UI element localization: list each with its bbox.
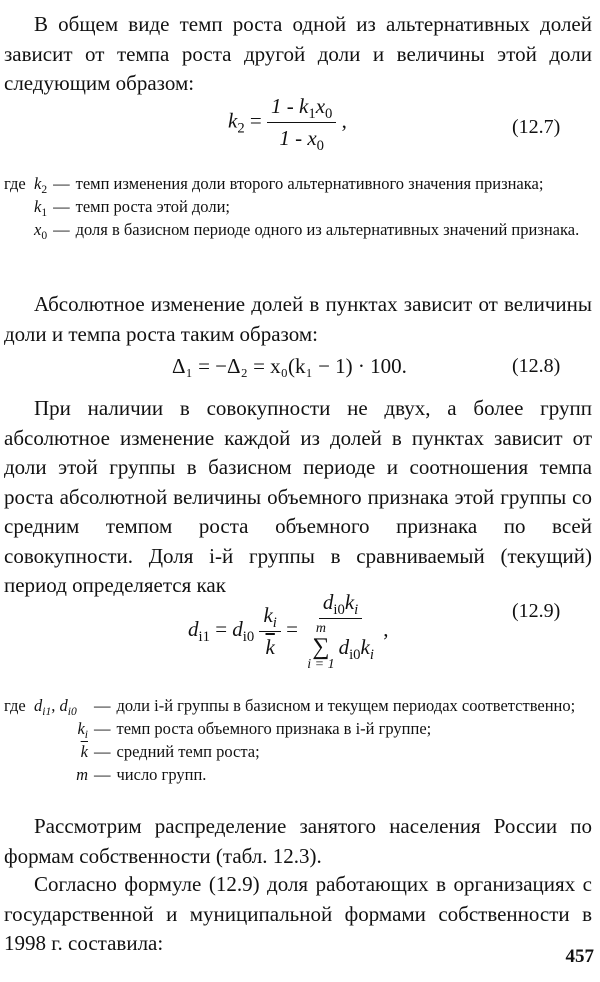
equation-number-12-8: (12.8): [512, 355, 561, 377]
definition-ki: $k_i$ — темп роста объемного признака в i-й группе;: [77, 719, 432, 742]
definition-k1: $k_1$ — темп роста этой доли;: [34, 197, 230, 220]
summation-sign: m ∑ i = 1: [307, 621, 335, 672]
definition-k2: где $k_2$ — темп изменения доли второго альтернативного значения признака;: [4, 174, 544, 197]
equation-12-9: $d_{i1} = d_{i0}$ $\frac{k_i}{k}$ = $d_{i0}k_i$ m ∑ i = 1 $d_{i0}k_i$ ,: [188, 590, 389, 672]
equation-12-7: $k_2$ = $\frac{1 - k_1x_0}{1 - x_0}$ ,: [228, 94, 347, 155]
definition-x0: $x_0$ — доля в базисном периоде одного из альтернативных значений признака.: [34, 220, 580, 243]
definition-kbar: $\overline{k}$ — средний темп роста;: [80, 742, 260, 761]
definition-m: m — число групп.: [76, 765, 207, 784]
equation-number-12-7: (12.7): [512, 116, 561, 138]
definitions-2: [4, 694, 594, 786]
definitions-1: [4, 172, 594, 241]
definition-d: где $d_{i1}$, $d_{i0}$ — доли i-й группы в базисном и текущем периодах соответственно;: [4, 696, 576, 719]
paragraph-1: В общем виде темп роста одной из альтернативных долей зависит от темпа роста другой доли и величины этой доли следующим образом:: [4, 12, 592, 95]
paragraph-2: Абсолютное изменение долей в пунктах зависит от величины доли и темпа роста таким образом:: [4, 292, 592, 346]
paragraph-4: Рассмотрим распределение занятого населения России по формам собственности (табл. 12.3).: [4, 814, 592, 868]
share-fraction: $d_{i0}k_i$ m ∑ i = 1 $d_{i0}k_i$: [307, 590, 374, 672]
rate-fraction: $\frac{k_i}{k}$: [259, 603, 280, 660]
paragraph-5: Согласно формуле (12.9) доля работающих в организациях с государственной и муниципальной формами собственности в 1998 г. составила:: [4, 872, 592, 955]
paragraph-3: При наличии в совокупности не двух, а более групп абсолютное изменение каждой из долей в пунктах зависит от доли этой группы в базисном периоде и соотношения темпа роста абсолютной величины объемного признака этой группы со средним темпом роста объемного признака по всей совокупности. Доля i-й группы в сравниваемый (текущий) период определяется как: [4, 396, 592, 597]
equation-number-12-9: (12.9): [512, 600, 561, 622]
equation-12-8: Δ₁ = −Δ₂ = x₀(k₁ − 1) · 100.: [172, 354, 407, 378]
page-number: 457: [565, 946, 594, 967]
fraction: $\frac{1 - k_1x_0}{1 - x_0}$: [267, 94, 336, 151]
